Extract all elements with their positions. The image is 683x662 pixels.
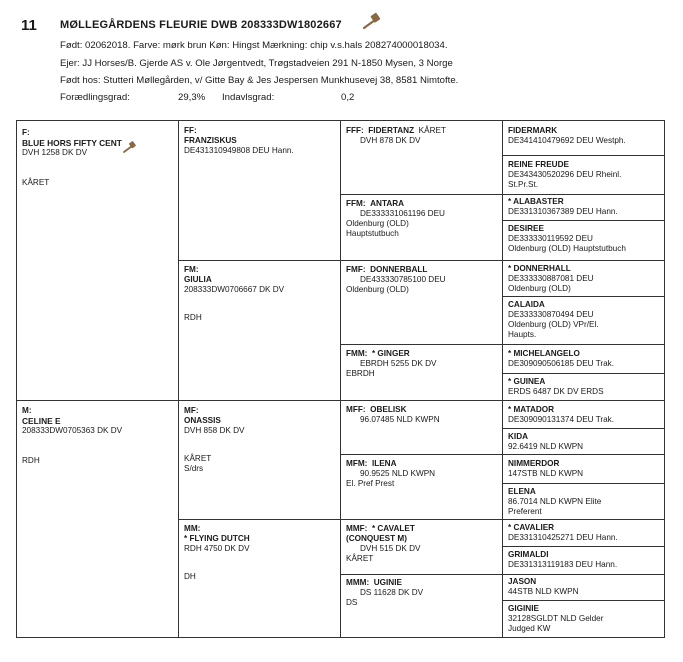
owner-info: Ejer: JJ Horses/B. Gjerde AS v. Ole Jørgentvedt, Trøgstadveien 291 N-1850 Mysen, 3 Norge	[60, 58, 453, 69]
pedigree-g4-9: KIDA 92.6419 NLD KWPN	[508, 432, 584, 451]
pedigree-g4-13: GRIMALDI DE331313119183 DEU Hann.	[508, 550, 618, 569]
pedigree-g4-2: * ALABASTER DE331310367389 DEU Hann.	[508, 197, 618, 216]
divider	[502, 155, 665, 156]
auction-hammer-icon	[122, 141, 138, 153]
pedigree-dam: M: CELINE E 208333DW0705363 DK DV RDH	[22, 406, 172, 466]
divider	[340, 454, 665, 455]
inbreeding-label: Indavlsgrad:	[222, 92, 275, 103]
dam-reg: 208333DW0705363 DK DV	[22, 426, 123, 436]
divider	[340, 344, 665, 345]
breeding-label: Forædlingsgrad:	[60, 92, 130, 103]
pedigree-mfm: MFM: ILENA 90.9525 NLD KWPN El. Pref Prest	[346, 459, 436, 488]
pedigree-sire: F: BLUE HORS FIFTY CENT DVH 1258 DK DV KÅRET	[22, 128, 172, 188]
pedigree-ff: FF: FRANZISKUS DE431310949808 DEU Hann.	[184, 126, 294, 155]
pedigree-g4-1: REINE FREUDE DE343430520296 DEU Rheinl. St.Pr.St.	[508, 160, 622, 189]
pedigree-g4-7: * GUINEA ERDS 6487 DK DV ERDS	[508, 377, 604, 396]
dam-name: CELINE E	[22, 416, 61, 426]
divider	[502, 120, 503, 638]
divider	[502, 546, 665, 547]
divider	[502, 220, 665, 221]
sire-name: BLUE HORS FIFTY CENT	[22, 138, 122, 148]
divider	[178, 260, 665, 261]
breeding-value: 29,3%	[178, 92, 206, 103]
pedigree-fmf: FMF: DONNERBALL DE433330785100 DEU Oldenburg (OLD)	[346, 265, 446, 294]
pedigree-g4-10: NIMMERDOR 147STB NLD KWPN	[508, 459, 584, 478]
divider	[178, 519, 665, 520]
inbreeding-value: 0,2	[341, 92, 355, 103]
catalog-header	[0, 0, 683, 120]
divider	[502, 296, 665, 297]
pedigree-mmm: MMM: UGINIE DS 11628 DK DV DS	[346, 578, 424, 607]
pedigree-mff: MFF: OBELISK 96.07485 NLD KWPN	[346, 405, 440, 424]
pedigree-g4-12: * CAVALIER DE331310425271 DEU Hann.	[508, 523, 618, 542]
sire-reg: DVH 1258 DK DV	[22, 148, 88, 158]
pedigree-mm: MM: * FLYING DUTCH RDH 4750 DK DV DH	[184, 524, 250, 581]
pedigree-g4-3: DESIREE DE333330119592 DEU Oldenburg (OLD) Hauptstutbuch	[508, 224, 626, 253]
pedigree-g4-11: ELENA 86.7014 NLD KWPN Elite Preferent	[508, 487, 602, 516]
pedigree-fmm: FMM: * GINGER EBRDH 5255 DK DV EBRDH	[346, 349, 437, 378]
pedigree-g4-8: * MATADOR DE309090131374 DEU Trak.	[508, 405, 615, 424]
dam-note: RDH	[22, 456, 40, 466]
pedigree-mmf: MMF: * CAVALET (CONQUEST M) DVH 515 DK DV KÅRET	[346, 524, 421, 563]
divider	[340, 194, 665, 195]
pedigree-g4-5: CALAIDA DE333330870494 DEU Oldenburg (OLD) VPr/El. Haupts.	[508, 300, 599, 339]
divider	[178, 120, 179, 638]
pedigree-fff: FFF: FIDERTANZ KÅRET DVH 878 DK DV	[346, 126, 446, 145]
divider	[340, 574, 665, 575]
pedigree-g4-0: FIDERMARK DE341410479692 DEU Westph.	[508, 126, 626, 145]
divider	[502, 483, 665, 484]
pedigree-mf: MF: ONASSIS DVH 858 DK DV KÅRET S/drs	[184, 406, 245, 473]
pedigree-g4-4: * DONNERHALL DE333330887081 DEU Oldenburg (OLD)	[508, 264, 594, 293]
pedigree-g4-6: * MICHELANGELO DE309090506185 DEU Trak.	[508, 349, 615, 368]
auction-hammer-icon	[361, 12, 383, 30]
pedigree-g4-15: GIGINIE 32128SGLDT NLD Gelder Judged KW	[508, 604, 604, 633]
horse-title: MØLLEGÅRDENS FLEURIE DWB 208333DW1802667	[60, 19, 342, 31]
divider	[340, 120, 341, 638]
divider	[502, 600, 665, 601]
birth-info: Født: 02062018. Farve: mørk brun Køn: Hingst Mærkning: chip v.s.hals 208274000018034.	[60, 40, 448, 51]
divider	[502, 428, 665, 429]
divider	[16, 400, 665, 401]
pedigree-fm: FM: GIULIA 208333DW0706667 DK DV RDH	[184, 265, 285, 322]
pedigree-ffm: FFM: ANTARA DE333331061196 DEU Oldenburg (OLD) Hauptstutbuch	[346, 199, 445, 238]
pedigree-g4-14: JASON 44STB NLD KWPN	[508, 577, 579, 596]
divider	[502, 373, 665, 374]
breeder-info: Født hos: Stutteri Møllegården, v/ Gitte Bay & Jes Jespersen Munkhusevej 38, 8581 Nimtofte.	[60, 75, 459, 86]
sire-note: KÅRET	[22, 178, 50, 188]
lot-number: 11	[21, 17, 37, 34]
